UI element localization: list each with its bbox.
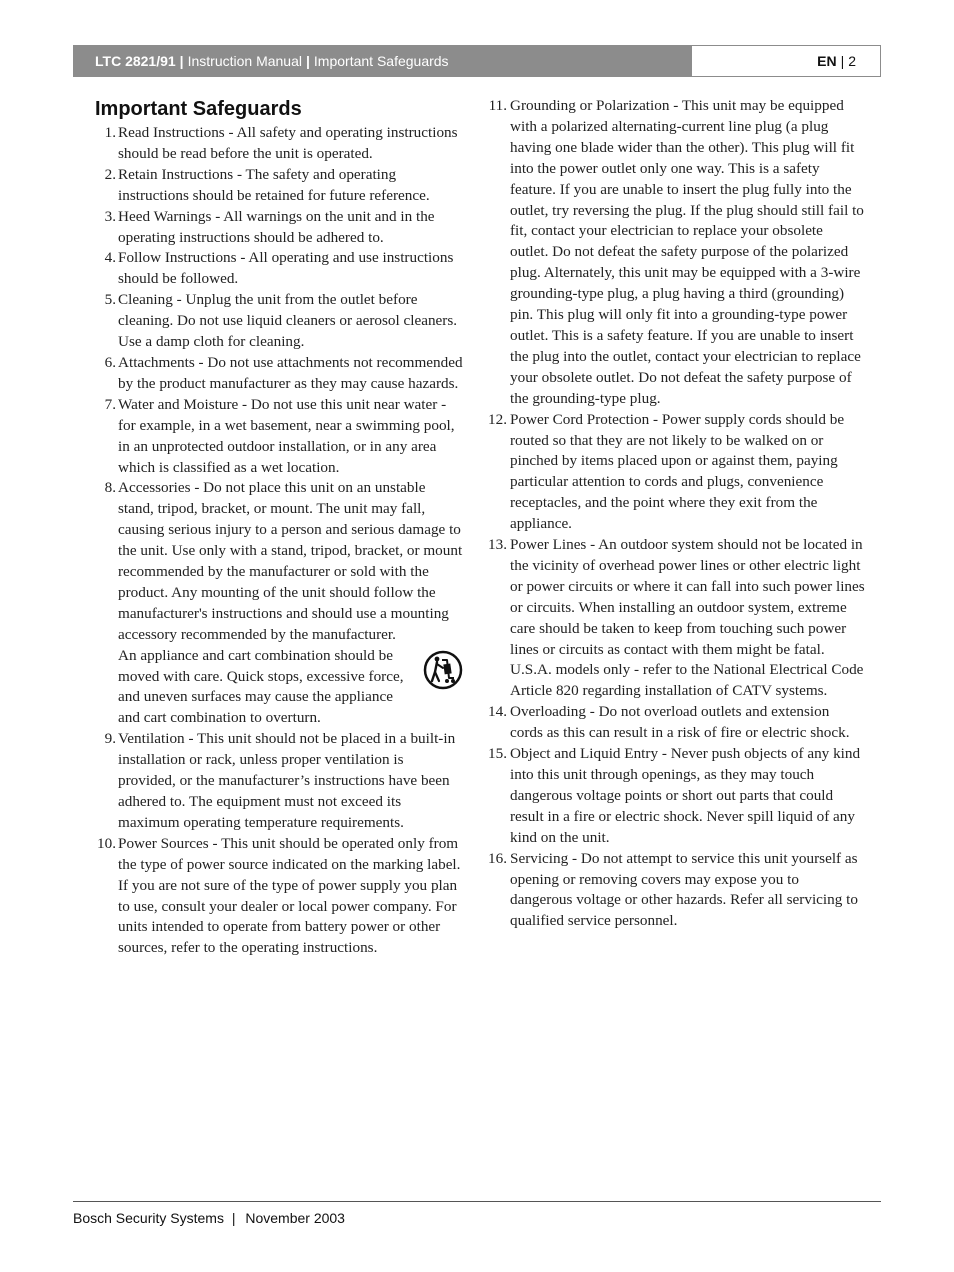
list-item-text: Water and Moisture - Do not use this unit near water - for example, in a wet basement, near a swimming pool, in an unprotected outdoor installation, or in any area which is classified as a wet location. (118, 395, 455, 476)
header-separator: | (840, 53, 845, 69)
list-item-number: 5. (104, 291, 116, 309)
list-item-number: 13. (488, 536, 507, 554)
list-item (485, 849, 865, 933)
list-item-number: 3. (104, 207, 116, 225)
cart-warning-block (118, 646, 465, 730)
list-item-text: Retain Instructions - The safety and operating instructions should be retained for future reference. (118, 165, 430, 204)
list-item-text: Power Lines - An outdoor system should not be located in the vicinity of overhead power lines or other electric light or power circuits or where it can fall into such power lines or circuits. When installing an outdoor system, extreme care should be taken to keep from touching such power lines or circuits as contact with them might be fatal. U.S.A. models only - refer to the National Electrical Code Article 820 regarding installation of CATV systems. (510, 536, 865, 700)
header-page-info (691, 45, 881, 77)
list-item (95, 834, 465, 959)
page-footer (73, 1210, 345, 1226)
list-item-number: 6. (104, 353, 116, 371)
list-item (95, 290, 465, 353)
header-section: Important Safeguards (313, 53, 449, 69)
list-item-number: 7. (104, 395, 116, 413)
list-item-number: 14. (488, 703, 507, 721)
right-column (485, 96, 865, 932)
page-title: Important Safeguards (95, 98, 302, 120)
header-language: EN (817, 53, 837, 69)
list-item (95, 123, 465, 165)
header-separator: | (306, 53, 310, 69)
list-item-text: Ventilation - This unit should not be placed in a built-in installation or rack, unless proper ventilation is provided, or the manufacturer’s instructions have been adhered to. The equipment must not exceed its maximum operating temperature requirements. (118, 730, 456, 831)
page-header (73, 45, 881, 77)
list-item-text: Object and Liquid Entry - Never push objects of any kind into this unit through openings, as they may touch dangerous voltage points or short out parts that could result in a fire or electric shock. Never spill liquid of any kind on the unit. (510, 745, 861, 846)
list-item-text: Follow Instructions - All operating and use instructions should be followed. (118, 249, 454, 288)
left-column (95, 96, 465, 959)
list-item-text: Grounding or Polarization - This unit may be equipped with a polarized alternating-current line plug (a plug having one blade wider than the other). This plug will fit into the power outlet only one way. This is a safety feature. If you are unable to insert the plug fully into the outlet, try reversing the plug. If the plug should still fail to fit, contact your electrician to replace your obsolete outlet. Do not defeat the safety purpose of the polarized plug. Alternately, this unit may be equipped with a 3-wire grounding-type plug, a plug having a third (grounding) pin. This plug will only fit into a grounding-type power outlet. This is a safety feature. If you are unable to insert the plug into the outlet, contact your electrician to replace your obsolete outlet. Do not defeat the safety purpose of the grounding-type plug. (510, 97, 864, 407)
list-item-number: 9. (104, 730, 116, 748)
list-item-number: 12. (488, 410, 507, 428)
list-item-text: Read Instructions - All safety and operating instructions should be read before the unit is operated. (118, 124, 458, 162)
list-item-text: Attachments - Do not use attachments not recommended by the product manufacturer as they may cause hazards. (118, 353, 463, 392)
list-item (485, 535, 865, 702)
footer-divider (73, 1201, 881, 1202)
header-page-number: 2 (848, 53, 856, 69)
list-item-number: 2. (104, 165, 116, 183)
list-item-text: Overloading - Do not overload outlets and extension cords as this can result in a risk of fire or electric shock. (510, 703, 850, 742)
safeguards-list-right (485, 96, 865, 932)
safeguards-list-left (95, 123, 465, 959)
cart-tip-over-warning-icon (423, 650, 463, 690)
footer-company: Bosch Security Systems (73, 1210, 224, 1226)
list-item (485, 744, 865, 849)
list-item (95, 165, 465, 207)
list-item-number: 4. (104, 249, 116, 267)
header-breadcrumb (73, 45, 691, 77)
list-item-number: 15. (488, 745, 507, 763)
list-item-text: Heed Warnings - All warnings on the unit and in the operating instructions should be adhered to. (118, 207, 435, 246)
list-item-number: 11. (488, 97, 507, 114)
list-item (485, 96, 865, 410)
list-item (485, 702, 865, 744)
list-item-number: 16. (488, 849, 507, 867)
list-item-number: 1. (104, 124, 116, 141)
list-item (95, 207, 465, 249)
list-item-number: 10. (97, 834, 116, 852)
cart-warning-text: An appliance and cart combination should be moved with care. Quick stops, excessive force, and uneven surfaces may cause the appliance and cart combination to overturn. (118, 646, 404, 727)
list-item-text: Servicing - Do not attempt to service this unit yourself as opening or removing covers may expose you to dangerous voltage or other hazards. Refer all servicing to qualified service personnel. (510, 849, 858, 930)
list-item (95, 353, 465, 395)
list-item (95, 248, 465, 290)
footer-separator: | (231, 1210, 236, 1226)
list-item (95, 478, 465, 729)
list-item-text: Cleaning - Unplug the unit from the outlet before cleaning. Do not use liquid cleaners or aerosol cleaners. Use a damp cloth for cleaning. (118, 291, 458, 351)
list-item-number: 8. (104, 479, 116, 497)
list-item (485, 410, 865, 535)
list-item (95, 395, 465, 479)
header-separator: | (179, 53, 184, 69)
list-item-text: Power Sources - This unit should be operated only from the type of power source indicated on the marking label. If you are not sure of the type of power supply you plan to use, consult your dealer or local power company. For units intended to operate from battery power or other sources, refer to the operating instructions. (118, 834, 461, 957)
footer-date: November 2003 (245, 1210, 345, 1226)
list-item-text: Accessories - Do not place this unit on an unstable stand, tripod, bracket, or mount. The unit may fall, causing serious injury to a person and serious damage to the unit. Use only with a stand, tripod, bracket, or mount recommended by the manufacturer or sold with the product. Any mounting of the unit should follow the manufacturer's instructions and should use a mounting accessory recommended by the manufacturer. (118, 479, 463, 643)
list-item-text: Power Cord Protection - Power supply cords should be routed so that they are not likely to be walked on or pinched by items placed upon or against them, paying particular attention to cords and plugs, convenience receptacles, and the point where they exit from the appliance. (510, 410, 845, 533)
list-item (95, 729, 465, 834)
header-manual: Instruction Manual (187, 53, 302, 69)
header-model: LTC 2821/91 (95, 53, 176, 69)
